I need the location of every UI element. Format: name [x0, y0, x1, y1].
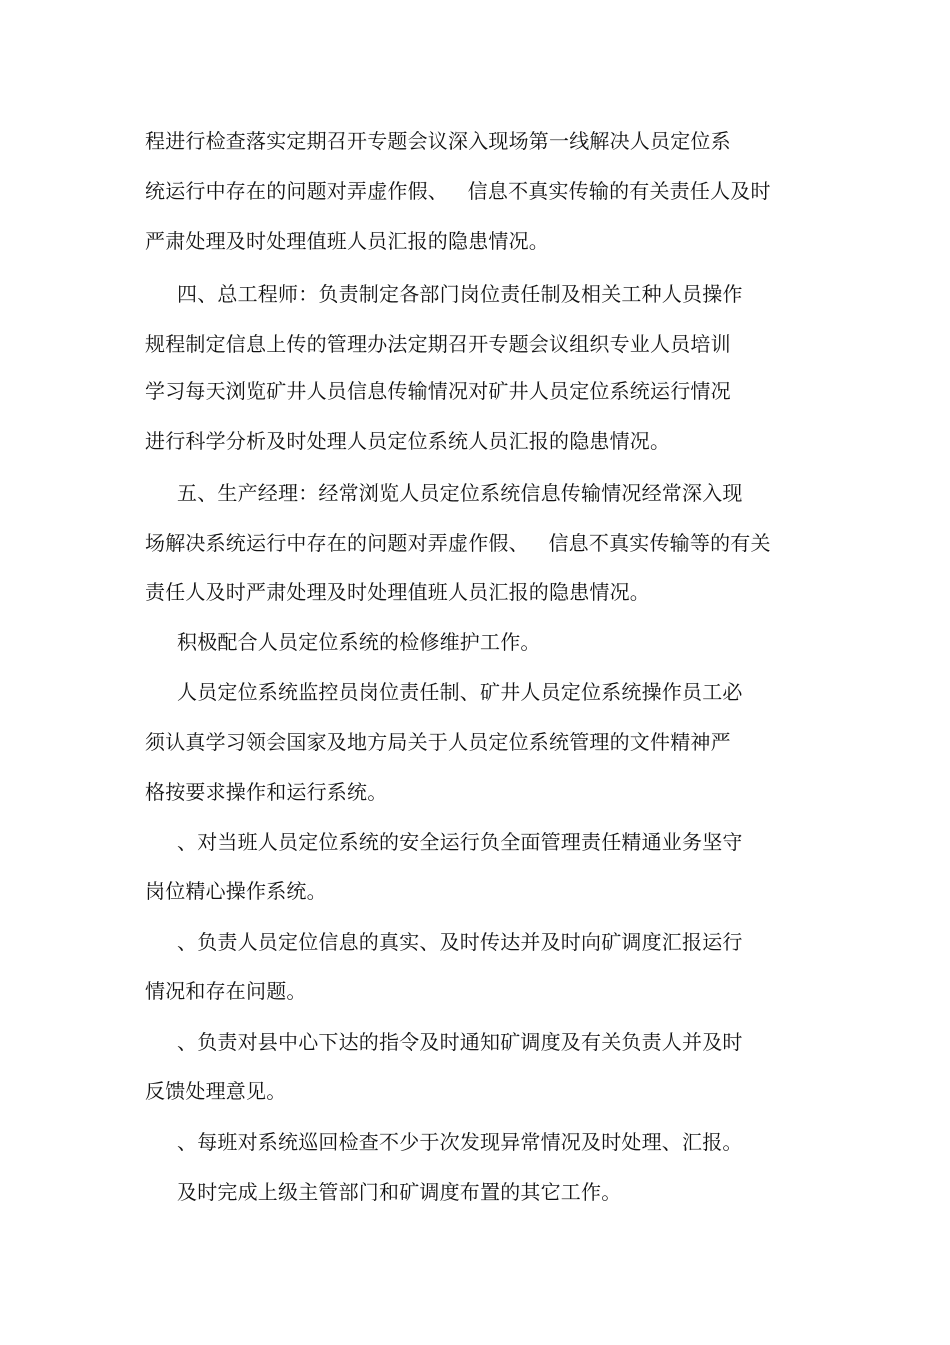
- paragraph-start-line: 五、生产经理：经常浏览人员定位系统信息传输情况经常深入现: [177, 481, 743, 505]
- paragraph-start-line: 人员定位系统监控员岗位责任制、矿井人员定位系统操作员工必: [177, 680, 743, 704]
- paragraph-start-line: 积极配合人员定位系统的检修维护工作。: [177, 630, 541, 654]
- text-line: 学习每天浏览矿井人员信息传输情况对矿井人员定位系统运行情况: [145, 379, 731, 403]
- paragraph-start-line: 、对当班人员定位系统的安全运行负全面管理责任精通业务坚守: [177, 830, 743, 854]
- text-line: 责任人及时严肃处理及时处理值班人员汇报的隐患情况。: [145, 580, 650, 604]
- text-line: 情况和存在问题。: [145, 979, 307, 1003]
- text-line: 岗位精心操作系统。: [145, 879, 327, 903]
- text-line: 场解决系统运行中存在的问题对弄虚作假、 信息不真实传输等的有关: [145, 531, 771, 555]
- text-line: 格按要求操作和运行系统。: [145, 780, 388, 804]
- text-line: 严肃处理及时处理值班人员汇报的隐患情况。: [145, 229, 549, 253]
- paragraph-start-line: 四、总工程师：负责制定各部门岗位责任制及相关工种人员操作: [177, 282, 743, 306]
- paragraph-start-line: 、负责人员定位信息的真实、及时传达并及时向矿调度汇报运行: [177, 930, 743, 954]
- text-line: 进行科学分析及时处理人员定位系统人员汇报的隐患情况。: [145, 429, 671, 453]
- paragraph-start-line: 、负责对县中心下达的指令及时通知矿调度及有关负责人并及时: [177, 1030, 743, 1054]
- text-line: 统运行中存在的问题对弄虚作假、 信息不真实传输的有关责任人及时: [145, 179, 771, 203]
- text-line: 程进行检查落实定期召开专题会议深入现场第一线解决人员定位系: [145, 129, 731, 153]
- paragraph-start-line: 及时完成上级主管部门和矿调度布置的其它工作。: [177, 1180, 622, 1204]
- paragraph-start-line: 、每班对系统巡回检查不少于次发现异常情况及时处理、汇报。: [177, 1130, 743, 1154]
- text-line: 须认真学习领会国家及地方局关于人员定位系统管理的文件精神严: [145, 730, 731, 754]
- text-line: 反馈处理意见。: [145, 1079, 287, 1103]
- text-line: 规程制定信息上传的管理办法定期召开专题会议组织专业人员培训: [145, 332, 731, 356]
